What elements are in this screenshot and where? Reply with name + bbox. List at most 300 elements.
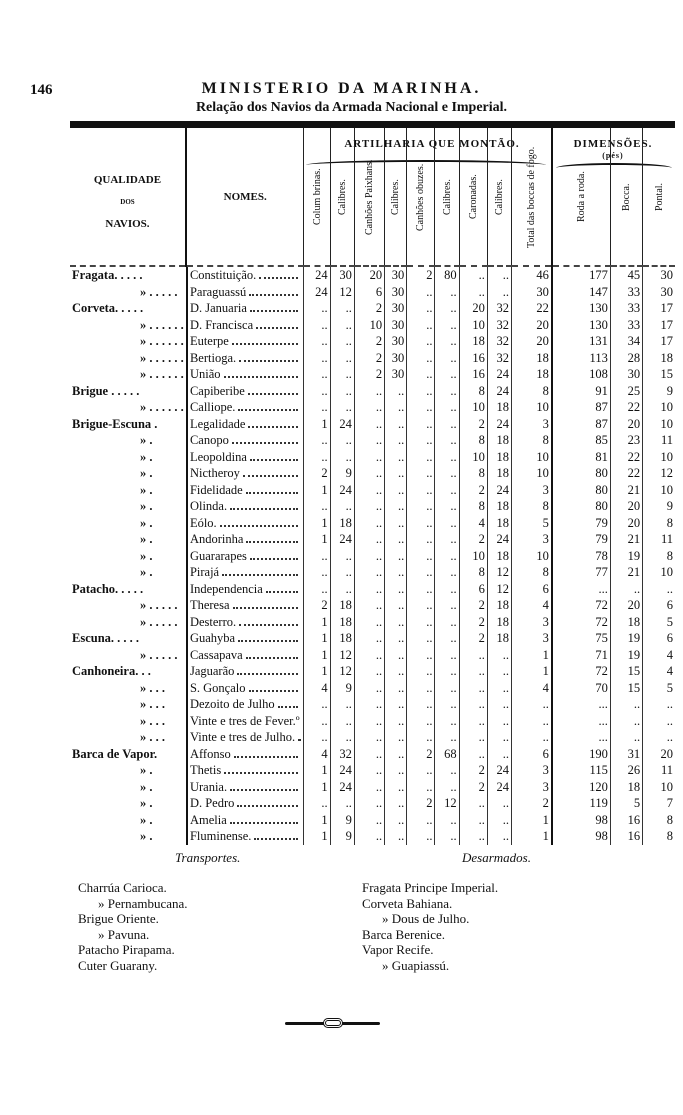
value-cell: 9 — [330, 680, 354, 697]
table-row — [70, 564, 675, 581]
table-row — [70, 416, 675, 433]
value-cell: 2 — [459, 531, 487, 548]
value-cell: 17 — [643, 300, 675, 317]
ship-name: D. Pedro — [189, 796, 235, 810]
leader-dots — [259, 277, 298, 279]
ship-name-cell — [186, 614, 303, 631]
value-cell: 20 — [610, 498, 642, 515]
value-cell: 85 — [552, 432, 610, 449]
value-cell: 70 — [552, 680, 610, 697]
value-cell: 24 — [487, 531, 511, 548]
value-cell: 2 — [459, 779, 487, 796]
table-row — [70, 266, 675, 284]
ship-class: » . . . . . — [140, 284, 178, 299]
value-cell: 2 — [459, 597, 487, 614]
value-cell: 1 — [512, 647, 552, 664]
value-cell: 12 — [487, 581, 511, 598]
value-cell: 20 — [512, 333, 552, 350]
value-cell: .. — [487, 746, 511, 763]
ship-class: » . . . — [140, 697, 165, 711]
value-cell: 115 — [552, 762, 610, 779]
ship-name: Urania. — [189, 779, 228, 794]
ship-class: Brigue-Escuna . — [72, 416, 158, 431]
value-cell: .. — [407, 779, 435, 796]
value-cell: 16 — [459, 366, 487, 383]
value-cell: .. — [385, 828, 407, 845]
value-cell: ... — [552, 581, 610, 598]
value-cell: 1 — [512, 828, 552, 845]
ship-name-cell — [186, 465, 303, 482]
value-cell: .. — [407, 350, 435, 367]
value-cell: 130 — [552, 300, 610, 317]
dimensoes-heading: DIMENSÕES. — [573, 138, 653, 150]
table-row — [70, 729, 675, 746]
list-item: » Pavuna. — [98, 926, 150, 942]
ship-name: Cassapava — [189, 647, 243, 662]
value-cell: .. — [407, 482, 435, 499]
value-cell: 18 — [487, 449, 511, 466]
value-cell: .. — [407, 449, 435, 466]
value-cell: .. — [354, 713, 384, 730]
value-cell: 19 — [610, 630, 642, 647]
leader-dots — [239, 360, 298, 362]
ship-name-cell — [186, 762, 303, 779]
value-cell: 15 — [643, 366, 675, 383]
value-cell: .. — [487, 284, 511, 301]
value-cell: .. — [459, 696, 487, 713]
column-header — [610, 128, 642, 266]
ship-name-cell — [186, 564, 303, 581]
value-cell: 46 — [512, 266, 552, 284]
table-row — [70, 383, 675, 400]
value-cell: .. — [354, 795, 384, 812]
value-cell: 2 — [407, 266, 435, 284]
value-cell: .. — [385, 663, 407, 680]
value-cell: 19 — [610, 548, 642, 565]
value-cell: .. — [354, 416, 384, 433]
column-header — [407, 128, 435, 266]
value-cell: .. — [385, 432, 407, 449]
value-cell: .. — [512, 696, 552, 713]
value-cell: 30 — [385, 300, 407, 317]
value-cell: 10 — [643, 482, 675, 499]
table-row — [70, 795, 675, 812]
value-cell: .. — [354, 465, 384, 482]
column-header — [435, 128, 459, 266]
ship-name-cell — [186, 647, 303, 664]
value-cell: .. — [385, 795, 407, 812]
ship-class: Canhoneira. . . — [72, 664, 151, 678]
ship-name: Fidelidade — [189, 482, 243, 497]
value-cell: 2 — [459, 614, 487, 631]
ship-name-cell — [186, 350, 303, 367]
list-item: » Guapiassú. — [382, 957, 450, 973]
value-cell: 1 — [304, 614, 330, 631]
value-cell: .. — [385, 729, 407, 746]
value-cell: 2 — [354, 333, 384, 350]
value-cell: 45 — [610, 266, 642, 284]
value-cell: .. — [435, 729, 459, 746]
value-cell: 16 — [610, 812, 642, 829]
table-row — [70, 762, 675, 779]
value-cell: .. — [304, 498, 330, 515]
value-cell: 20 — [354, 266, 384, 284]
value-cell: .. — [304, 713, 330, 730]
value-cell: .. — [435, 597, 459, 614]
value-cell: 18 — [487, 515, 511, 532]
value-cell: .. — [459, 266, 487, 284]
value-cell: 18 — [330, 630, 354, 647]
value-cell: 1 — [304, 663, 330, 680]
value-cell: 18 — [610, 614, 642, 631]
value-cell: 10 — [459, 449, 487, 466]
ship-name-cell — [186, 449, 303, 466]
value-cell: .. — [385, 515, 407, 532]
value-cell: .. — [385, 465, 407, 482]
value-cell: .. — [407, 300, 435, 317]
ship-class: Barca de Vapor. — [72, 746, 158, 761]
value-cell: 10 — [459, 548, 487, 565]
value-cell: 6 — [459, 581, 487, 598]
value-cell: 18 — [487, 498, 511, 515]
value-cell: 28 — [610, 350, 642, 367]
table-row — [70, 350, 675, 367]
value-cell: .. — [487, 680, 511, 697]
value-cell: 24 — [487, 762, 511, 779]
value-cell: 30 — [385, 366, 407, 383]
column-header-label: Calibres. — [390, 178, 402, 215]
value-cell: 33 — [610, 284, 642, 301]
ship-class: » . . . . . . — [140, 334, 184, 348]
value-cell: ... — [552, 713, 610, 730]
table-row — [70, 498, 675, 515]
list-item: Fragata Principe Imperial. — [362, 880, 499, 895]
value-cell: .. — [643, 696, 675, 713]
value-cell: .. — [354, 746, 384, 763]
ship-name: Paraguassú — [189, 284, 247, 299]
value-cell: .. — [487, 266, 511, 284]
value-cell: 120 — [552, 779, 610, 796]
value-cell: .. — [407, 498, 435, 515]
column-header-label: Colum brinas. — [311, 168, 323, 225]
ship-name: Nictheroy — [189, 466, 240, 480]
ornament-center — [323, 1018, 343, 1028]
table-row — [70, 482, 675, 499]
value-cell: 8 — [459, 564, 487, 581]
list-item: Cuter Guarany. — [78, 957, 158, 973]
value-cell: .. — [304, 795, 330, 812]
table-row — [70, 366, 675, 383]
ship-class: » . . . . . . — [140, 350, 184, 365]
leader-dots — [230, 508, 298, 510]
ship-class: » . . . — [140, 680, 165, 695]
ship-name-cell — [186, 680, 303, 697]
value-cell: 9 — [330, 812, 354, 829]
value-cell: .. — [304, 696, 330, 713]
ship-name-cell — [186, 432, 303, 449]
value-cell: .. — [354, 399, 384, 416]
ship-name: S. Gonçalo — [189, 680, 246, 695]
value-cell: 24 — [330, 416, 354, 433]
value-cell: 18 — [487, 614, 511, 631]
value-cell: 2 — [304, 465, 330, 482]
value-cell: 80 — [435, 266, 459, 284]
value-cell: .. — [435, 284, 459, 301]
value-cell: .. — [407, 432, 435, 449]
table-row — [70, 399, 675, 416]
value-cell: 20 — [610, 515, 642, 532]
ship-class: Escuna. . . . . — [72, 631, 140, 645]
value-cell: 10 — [643, 416, 675, 433]
value-cell: .. — [330, 449, 354, 466]
value-cell: .. — [407, 614, 435, 631]
leader-dots — [232, 343, 299, 345]
value-cell: .. — [487, 647, 511, 664]
value-cell: 21 — [610, 564, 642, 581]
value-cell: 8 — [643, 812, 675, 829]
value-cell: 4 — [512, 597, 552, 614]
ship-name: Constituição. — [189, 268, 257, 282]
column-header — [385, 128, 407, 266]
table-row — [70, 597, 675, 614]
leader-dots — [248, 393, 299, 395]
qualidade-label: QUALIDADE — [93, 173, 162, 186]
value-cell: 5 — [643, 680, 675, 697]
value-cell: 26 — [610, 762, 642, 779]
value-cell: .. — [354, 680, 384, 697]
value-cell: .. — [487, 696, 511, 713]
value-cell: .. — [435, 828, 459, 845]
leader-dots — [246, 657, 299, 659]
value-cell: .. — [610, 729, 642, 746]
value-cell: 8 — [512, 383, 552, 400]
ship-name: Olinda. — [189, 499, 228, 513]
value-cell: 18 — [487, 432, 511, 449]
value-cell: .. — [385, 564, 407, 581]
value-cell: .. — [435, 432, 459, 449]
ship-name: Andorinha — [189, 532, 244, 546]
value-cell: .. — [435, 383, 459, 400]
value-cell: .. — [354, 647, 384, 664]
value-cell: .. — [385, 416, 407, 433]
value-cell: 10 — [643, 449, 675, 466]
value-cell: .. — [407, 647, 435, 664]
leader-dots — [234, 756, 299, 758]
table-row — [70, 317, 675, 334]
value-cell: .. — [407, 383, 435, 400]
value-cell: .. — [385, 399, 407, 416]
value-cell: 1 — [304, 828, 330, 845]
value-cell: 1 — [304, 812, 330, 829]
value-cell: 18 — [487, 465, 511, 482]
list-item: Charrúa Carioca. — [78, 880, 167, 895]
artilharia-heading: ARTILHARIA QUE MONTÃO. — [344, 138, 520, 150]
value-cell: .. — [354, 548, 384, 565]
value-cell: .. — [435, 531, 459, 548]
table-row — [70, 465, 675, 482]
value-cell: 30 — [643, 284, 675, 301]
list-item: » Dous de Julho. — [382, 911, 470, 926]
value-cell: 24 — [487, 366, 511, 383]
value-cell: ... — [552, 729, 610, 746]
value-cell: .. — [304, 366, 330, 383]
value-cell: .. — [330, 399, 354, 416]
value-cell: 30 — [610, 366, 642, 383]
value-cell: 5 — [512, 515, 552, 532]
value-cell: .. — [407, 317, 435, 334]
value-cell: .. — [435, 713, 459, 730]
value-cell: .. — [459, 795, 487, 812]
value-cell: 80 — [552, 482, 610, 499]
value-cell: 22 — [610, 465, 642, 482]
ship-class: » . — [140, 449, 153, 464]
ship-name-cell — [186, 317, 303, 334]
value-cell: 20 — [512, 317, 552, 334]
list-item: Barca Berenice. — [362, 926, 446, 942]
value-cell: 24 — [487, 482, 511, 499]
value-cell: .. — [435, 366, 459, 383]
value-cell: .. — [304, 399, 330, 416]
table-row — [70, 333, 675, 350]
value-cell: .. — [459, 713, 487, 730]
value-cell: 4 — [304, 746, 330, 763]
value-cell: .. — [435, 564, 459, 581]
value-cell: 10 — [643, 779, 675, 796]
desarmados-list — [362, 880, 498, 973]
value-cell: 12 — [643, 465, 675, 482]
leader-dots — [243, 475, 298, 477]
value-cell: .. — [435, 548, 459, 565]
value-cell: 8 — [512, 432, 552, 449]
value-cell: 2 — [459, 482, 487, 499]
ship-class: » . — [140, 796, 153, 810]
ship-name-cell — [186, 383, 303, 400]
value-cell: 113 — [552, 350, 610, 367]
column-header-label: Caronadas. — [467, 174, 479, 219]
leader-dots — [237, 673, 298, 675]
value-cell: .. — [354, 663, 384, 680]
ship-class: » . . . . . . — [140, 367, 184, 381]
ship-name-cell — [186, 531, 303, 548]
value-cell: 3 — [512, 482, 552, 499]
ship-name: Guahyba — [189, 631, 236, 645]
value-cell: 147 — [552, 284, 610, 301]
ship-name-cell — [186, 630, 303, 647]
value-cell: .. — [435, 317, 459, 334]
value-cell: 25 — [610, 383, 642, 400]
value-cell: 4 — [304, 680, 330, 697]
value-cell: .. — [330, 432, 354, 449]
value-cell: 18 — [512, 366, 552, 383]
value-cell: 78 — [552, 548, 610, 565]
value-cell: .. — [512, 713, 552, 730]
value-cell: 8 — [459, 432, 487, 449]
ship-name-cell — [186, 696, 303, 713]
ship-name-cell — [186, 267, 303, 284]
value-cell: .. — [385, 581, 407, 598]
value-cell: .. — [435, 696, 459, 713]
value-cell: 75 — [552, 630, 610, 647]
value-cell: 2 — [459, 630, 487, 647]
value-cell: 8 — [459, 498, 487, 515]
value-cell: .. — [304, 564, 330, 581]
ship-name-cell — [186, 498, 303, 515]
value-cell: 79 — [552, 531, 610, 548]
value-cell: 24 — [330, 779, 354, 796]
value-cell: .. — [435, 630, 459, 647]
list-item: Patacho Pirapama. — [78, 942, 175, 957]
ship-name: Euterpe — [189, 334, 229, 348]
value-cell: 4 — [643, 663, 675, 680]
ship-name: Leopoldina — [189, 449, 247, 464]
value-cell: 24 — [487, 416, 511, 433]
value-cell: 6 — [354, 284, 384, 301]
value-cell: 24 — [487, 779, 511, 796]
ship-name-cell — [186, 333, 303, 350]
ship-class: » . — [140, 548, 153, 563]
value-cell: .. — [459, 647, 487, 664]
value-cell: 16 — [459, 350, 487, 367]
table-row — [70, 713, 675, 730]
value-cell: ... — [552, 696, 610, 713]
value-cell: 3 — [512, 779, 552, 796]
value-cell: 1 — [304, 647, 330, 664]
column-header-label: Calibres. — [441, 178, 453, 215]
value-cell: .. — [435, 647, 459, 664]
value-cell: .. — [407, 531, 435, 548]
value-cell: .. — [435, 449, 459, 466]
value-cell: .. — [385, 548, 407, 565]
value-cell: .. — [354, 449, 384, 466]
table-row — [70, 284, 675, 301]
value-cell: 18 — [487, 399, 511, 416]
column-header-label: Roda a roda. — [575, 171, 587, 222]
value-cell: 15 — [610, 680, 642, 697]
value-cell: .. — [407, 564, 435, 581]
leader-dots — [220, 525, 299, 527]
value-cell: .. — [354, 581, 384, 598]
value-cell: .. — [330, 300, 354, 317]
value-cell: 87 — [552, 416, 610, 433]
list-item: » Pernambucana. — [98, 895, 188, 911]
value-cell: 18 — [330, 597, 354, 614]
leader-dots — [278, 706, 299, 708]
value-cell: 30 — [385, 284, 407, 301]
value-cell: 1 — [304, 630, 330, 647]
ship-class: » . — [140, 466, 153, 480]
leader-dots — [246, 541, 298, 543]
page-number: 146 — [30, 82, 53, 98]
value-cell: .. — [385, 383, 407, 400]
value-cell: .. — [407, 696, 435, 713]
top-rule — [70, 121, 675, 128]
value-cell: .. — [304, 581, 330, 598]
value-cell: .. — [407, 812, 435, 829]
value-cell: .. — [435, 333, 459, 350]
ship-name: D. Januaria — [189, 301, 247, 315]
value-cell: 98 — [552, 812, 610, 829]
value-cell: 12 — [330, 647, 354, 664]
value-cell: 72 — [552, 663, 610, 680]
value-cell: 3 — [512, 531, 552, 548]
value-cell: .. — [435, 416, 459, 433]
value-cell: 72 — [552, 597, 610, 614]
table-row — [70, 515, 675, 532]
value-cell: .. — [330, 333, 354, 350]
value-cell: .. — [330, 696, 354, 713]
value-cell: .. — [330, 383, 354, 400]
value-cell: 9 — [643, 383, 675, 400]
